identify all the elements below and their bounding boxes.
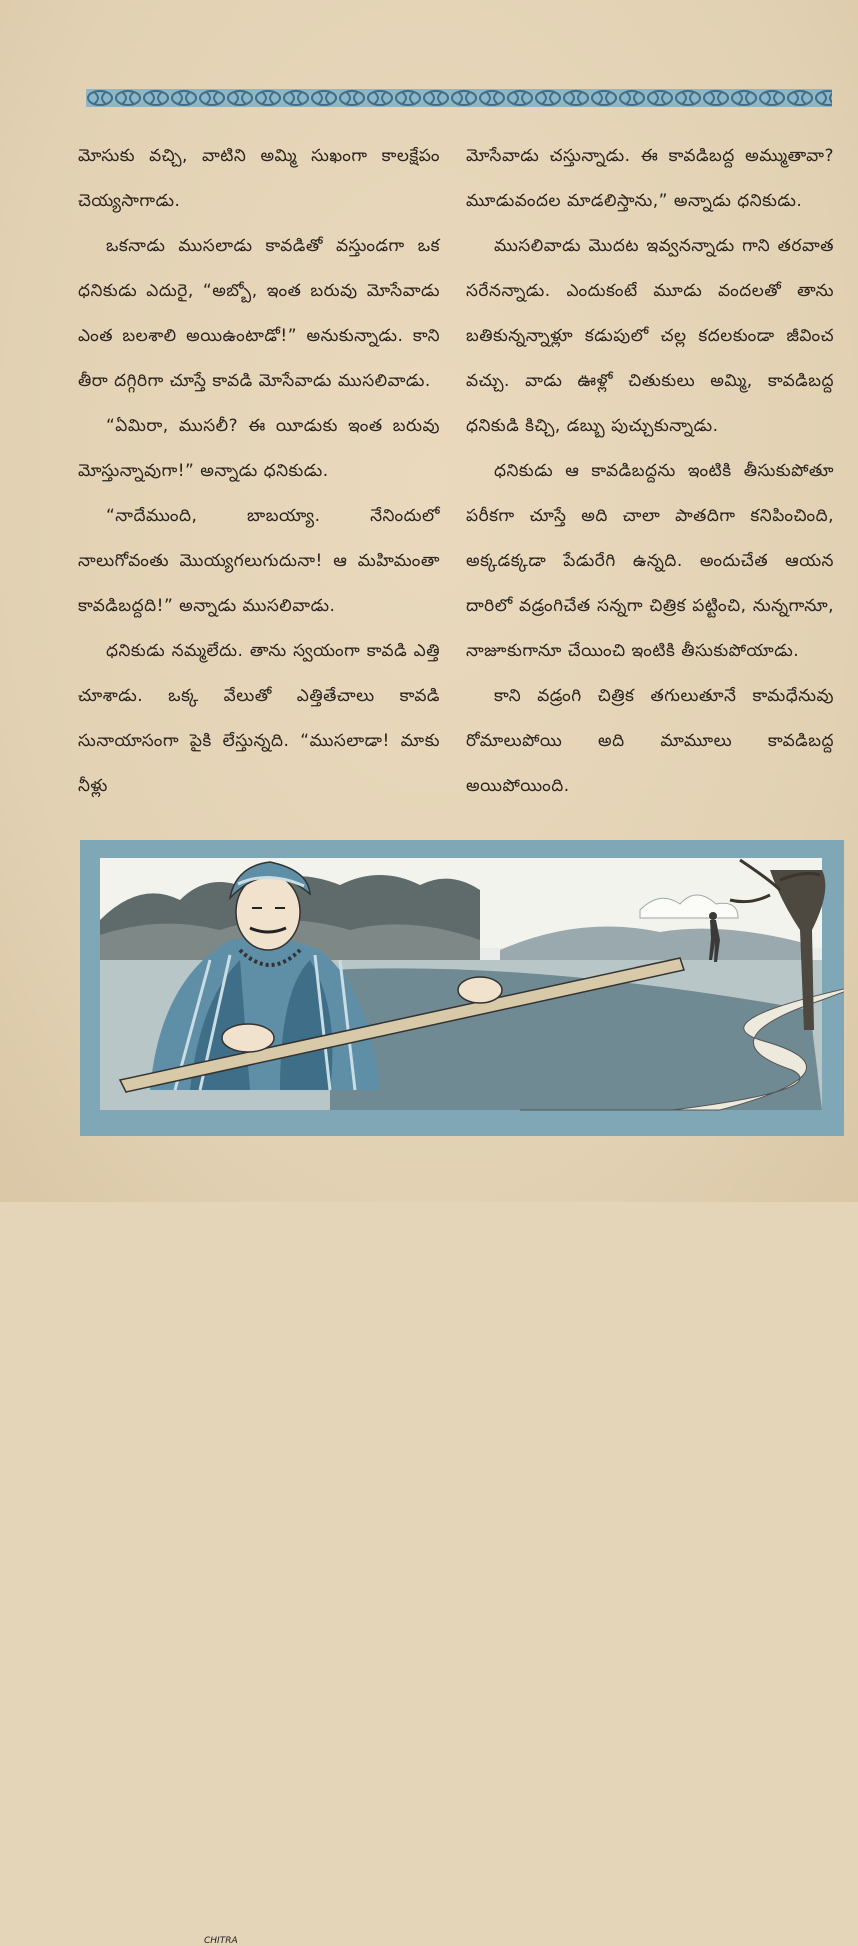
story-illustration [80, 840, 844, 1946]
paragraph: మోసుకు వచ్చి, వాటిని అమ్మి సుఖంగా కాలక్షేపం చెయ్యసాగాడు. [78, 146, 440, 211]
paragraph: ముసలివాడు మొదట ఇవ్వనన్నాడు గాని తరవాత సరేనన్నాడు. ఎందుకంటే మూడు వందలతో తాను బతికున్నన్నాళ్లూ కడుపులో చల్ల కదలకుండా జీవించ వచ్చు. వాడు ఊళ్లో చితుకులు అమ్మి, కావడిబద్ద ధనికుడి కిచ్చి, డబ్బు పుచ్చుకున్నాడు. [466, 236, 834, 436]
paragraph: ధనికుడు నమ్మలేదు. తాను స్వయంగా కావడి ఎత్తి చూశాడు. ఒక్క వేలుతో ఎత్తితేచాలు కావడి సునాయాసంగా పైకి లేస్తున్నది. “ముసలాడా! మాకు నీళ్లు [78, 641, 440, 796]
paragraph: “నాదేముంది, బాబయ్యా. నేనిందులో నాలుగోవంతు మొయ్యగలుగుదునా! ఆ మహిమంతా కావడిబద్దది!” అన్నాడు ముసలివాడు. [78, 506, 440, 616]
decorative-border [86, 86, 832, 110]
left-text-column [78, 134, 440, 809]
paragraph: మోసేవాడు చస్తున్నాడు. ఈ కావడిబద్ద అమ్ముతావా? మూడువందల మాడలిస్తాను,” అన్నాడు ధనికుడు. [466, 146, 834, 211]
paragraph: “ఏమిరా, ముసలీ? ఈ యీడుకు ఇంత బరువు మోస్తున్నావుగా!” అన్నాడు ధనికుడు. [78, 416, 440, 481]
artist-signature: CHITRA [204, 1936, 238, 1946]
paragraph: ఒకనాడు ముసలాడు కావడితో వస్తుండగా ఒక ధనికుడు ఎదురై, “అబ్బో, ఇంత బరువు మోసేవాడు ఎంత బలశాలి అయిఉంటాడో!” అనుకున్నాడు. కాని తీరా దగ్గిరిగా చూస్తే కావడి మోసేవాడు ముసలివాడు. [78, 236, 440, 391]
illustration-artwork [80, 840, 844, 1136]
paragraph: ధనికుడు ఆ కావడిబద్దను ఇంటికి తీసుకుపోతూ పరీకగా చూస్తే అది చాలా పాతదిగా కనిపించింది, అక్కడక్కడా పేడురేగి ఉన్నది. అందుచేత ఆయన దారిలో వడ్రంగిచేత సన్నగా చిత్రిక పట్టించి, నున్నగానూ, నాజూకుగానూ చేయించి ఇంటికి తీసుకుపోయాడు. [466, 461, 834, 661]
paragraph: కాని వడ్రంగి చిత్రిక తగులుతూనే కామధేనువు రోమాలుపోయి అది మామూలు కావడిబద్ద అయిపోయింది. [466, 686, 834, 796]
right-text-column [466, 134, 834, 809]
